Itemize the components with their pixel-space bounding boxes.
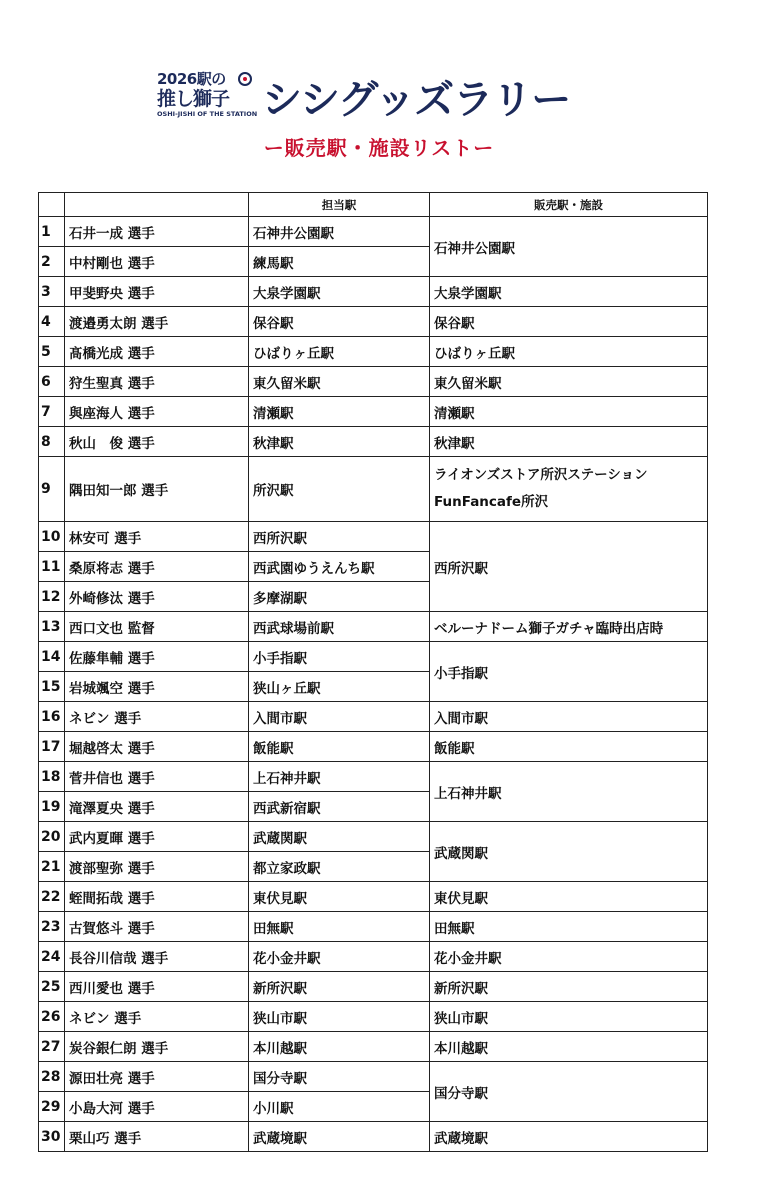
assigned-station: 都立家政駅 — [249, 852, 430, 882]
row-number: 30 — [39, 1122, 65, 1152]
table-row — [39, 367, 708, 397]
row-number: 1 — [39, 217, 65, 247]
assigned-station: 新所沢駅 — [249, 972, 430, 1002]
sales-location: 小手指駅 — [430, 642, 708, 702]
sales-location: 石神井公園駅 — [430, 217, 708, 277]
player-name: 滝澤夏央 選手 — [65, 792, 249, 822]
row-number: 10 — [39, 522, 65, 552]
table-row — [39, 397, 708, 427]
table-row — [39, 882, 708, 912]
assigned-station: 所沢駅 — [249, 457, 430, 522]
player-name: 岩城颯空 選手 — [65, 672, 249, 702]
table-row — [39, 1002, 708, 1032]
table-row — [39, 277, 708, 307]
table-row — [39, 1122, 708, 1152]
assigned-station: 清瀬駅 — [249, 397, 430, 427]
player-name: 林安可 選手 — [65, 522, 249, 552]
sales-location: 武蔵境駅 — [430, 1122, 708, 1152]
assigned-station: 西武新宿駅 — [249, 792, 430, 822]
assigned-station: 小川駅 — [249, 1092, 430, 1122]
sales-location: 田無駅 — [430, 912, 708, 942]
row-number: 2 — [39, 247, 65, 277]
table-body — [39, 217, 708, 1152]
table-row — [39, 612, 708, 642]
assigned-station: 本川越駅 — [249, 1032, 430, 1062]
header-number — [39, 193, 65, 217]
sales-location: ライオンズストア所沢ステーション FunFancafe所沢 — [430, 457, 708, 522]
assigned-station: 大泉学園駅 — [249, 277, 430, 307]
assigned-station: 秋津駅 — [249, 427, 430, 457]
sales-location: 入間市駅 — [430, 702, 708, 732]
table-row — [39, 307, 708, 337]
player-name: 西口文也 監督 — [65, 612, 249, 642]
page-title: シシグッズラリー — [262, 77, 571, 123]
assigned-station: 西武園ゆうえんち駅 — [249, 552, 430, 582]
page-header — [0, 58, 758, 128]
logo-main-text: 推し獅子 — [157, 88, 230, 110]
table-row — [39, 1032, 708, 1062]
sales-location: 西所沢駅 — [430, 522, 708, 612]
lion-mascot-icon — [238, 72, 252, 86]
assigned-station: 花小金井駅 — [249, 942, 430, 972]
page-subtitle: ー販売駅・施設リストー — [263, 136, 495, 160]
row-number: 23 — [39, 912, 65, 942]
sales-location: 国分寺駅 — [430, 1062, 708, 1122]
header-assigned-station: 担当駅 — [249, 193, 430, 217]
assigned-station: 武蔵関駅 — [249, 822, 430, 852]
row-number: 3 — [39, 277, 65, 307]
row-number: 27 — [39, 1032, 65, 1062]
table-row — [39, 732, 708, 762]
table-row — [39, 1062, 708, 1092]
sales-location: 狭山市駅 — [430, 1002, 708, 1032]
sales-location: 大泉学園駅 — [430, 277, 708, 307]
table-row — [39, 457, 708, 522]
player-name: 佐藤隼輔 選手 — [65, 642, 249, 672]
sales-location: 本川越駅 — [430, 1032, 708, 1062]
sales-location: ベルーナドーム獅子ガチャ臨時出店時 — [430, 612, 708, 642]
assigned-station: 東伏見駅 — [249, 882, 430, 912]
header-sales-location: 販売駅・施設 — [430, 193, 708, 217]
player-name: 桑原将志 選手 — [65, 552, 249, 582]
player-name: 與座海人 選手 — [65, 397, 249, 427]
row-number: 29 — [39, 1092, 65, 1122]
sales-location: 武蔵関駅 — [430, 822, 708, 882]
player-name: 渡部聖弥 選手 — [65, 852, 249, 882]
player-name: ネビン 選手 — [65, 1002, 249, 1032]
assigned-station: ひばりヶ丘駅 — [249, 337, 430, 367]
table-row — [39, 762, 708, 792]
assigned-station: 石神井公園駅 — [249, 217, 430, 247]
player-name: 源田壮亮 選手 — [65, 1062, 249, 1092]
table-row — [39, 702, 708, 732]
assigned-station: 狭山市駅 — [249, 1002, 430, 1032]
row-number: 9 — [39, 457, 65, 522]
sales-location: 東伏見駅 — [430, 882, 708, 912]
player-name: 石井一成 選手 — [65, 217, 249, 247]
player-name: 長谷川信哉 選手 — [65, 942, 249, 972]
assigned-station: 西武球場前駅 — [249, 612, 430, 642]
table-row — [39, 337, 708, 367]
player-name: 甲斐野央 選手 — [65, 277, 249, 307]
player-name: 小島大河 選手 — [65, 1092, 249, 1122]
player-name: 堀越啓太 選手 — [65, 732, 249, 762]
player-name: 狩生聖真 選手 — [65, 367, 249, 397]
player-name: 髙橋光成 選手 — [65, 337, 249, 367]
player-name: 炭谷銀仁朗 選手 — [65, 1032, 249, 1062]
sales-location: 保谷駅 — [430, 307, 708, 337]
logo-year-text: 2026駅の — [157, 70, 226, 88]
sales-location: 飯能駅 — [430, 732, 708, 762]
row-number: 19 — [39, 792, 65, 822]
player-name: 古賀悠斗 選手 — [65, 912, 249, 942]
sales-location: ひばりヶ丘駅 — [430, 337, 708, 367]
row-number: 12 — [39, 582, 65, 612]
player-name: 武内夏暉 選手 — [65, 822, 249, 852]
player-name: ネビン 選手 — [65, 702, 249, 732]
table-row — [39, 217, 708, 247]
sales-station-table — [38, 192, 708, 1152]
row-number: 25 — [39, 972, 65, 1002]
player-name: 渡邉勇太朗 選手 — [65, 307, 249, 337]
row-number: 13 — [39, 612, 65, 642]
event-logo — [155, 68, 258, 126]
assigned-station: 入間市駅 — [249, 702, 430, 732]
sales-location: 秋津駅 — [430, 427, 708, 457]
table-row — [39, 912, 708, 942]
assigned-station: 上石神井駅 — [249, 762, 430, 792]
sales-location: 新所沢駅 — [430, 972, 708, 1002]
row-number: 24 — [39, 942, 65, 972]
row-number: 11 — [39, 552, 65, 582]
table-row — [39, 942, 708, 972]
row-number: 16 — [39, 702, 65, 732]
player-name: 菅井信也 選手 — [65, 762, 249, 792]
row-number: 28 — [39, 1062, 65, 1092]
assigned-station: 武蔵境駅 — [249, 1122, 430, 1152]
table-row — [39, 822, 708, 852]
row-number: 18 — [39, 762, 65, 792]
assigned-station: 西所沢駅 — [249, 522, 430, 552]
table-header-row — [39, 193, 708, 217]
row-number: 14 — [39, 642, 65, 672]
table-row — [39, 642, 708, 672]
player-name: 蛭間拓哉 選手 — [65, 882, 249, 912]
sales-location: 清瀬駅 — [430, 397, 708, 427]
row-number: 26 — [39, 1002, 65, 1032]
assigned-station: 小手指駅 — [249, 642, 430, 672]
player-name: 外崎修汰 選手 — [65, 582, 249, 612]
sales-location: 上石神井駅 — [430, 762, 708, 822]
player-name: 中村剛也 選手 — [65, 247, 249, 277]
table-row — [39, 427, 708, 457]
row-number: 20 — [39, 822, 65, 852]
table-row — [39, 972, 708, 1002]
row-number: 22 — [39, 882, 65, 912]
player-name: 秋山 俊 選手 — [65, 427, 249, 457]
player-name: 西川愛也 選手 — [65, 972, 249, 1002]
header-player — [65, 193, 249, 217]
sales-location: 東久留米駅 — [430, 367, 708, 397]
row-number: 4 — [39, 307, 65, 337]
row-number: 15 — [39, 672, 65, 702]
assigned-station: 練馬駅 — [249, 247, 430, 277]
logo-english-text: OSHI-JISHI OF THE STATION — [157, 110, 258, 118]
assigned-station: 保谷駅 — [249, 307, 430, 337]
table-row — [39, 522, 708, 552]
row-number: 6 — [39, 367, 65, 397]
sales-location: 花小金井駅 — [430, 942, 708, 972]
row-number: 5 — [39, 337, 65, 367]
row-number: 21 — [39, 852, 65, 882]
assigned-station: 国分寺駅 — [249, 1062, 430, 1092]
assigned-station: 多摩湖駅 — [249, 582, 430, 612]
player-name: 栗山巧 選手 — [65, 1122, 249, 1152]
assigned-station: 飯能駅 — [249, 732, 430, 762]
assigned-station: 狭山ヶ丘駅 — [249, 672, 430, 702]
row-number: 17 — [39, 732, 65, 762]
row-number: 7 — [39, 397, 65, 427]
row-number: 8 — [39, 427, 65, 457]
assigned-station: 東久留米駅 — [249, 367, 430, 397]
player-name: 隅田知一郎 選手 — [65, 457, 249, 522]
assigned-station: 田無駅 — [249, 912, 430, 942]
